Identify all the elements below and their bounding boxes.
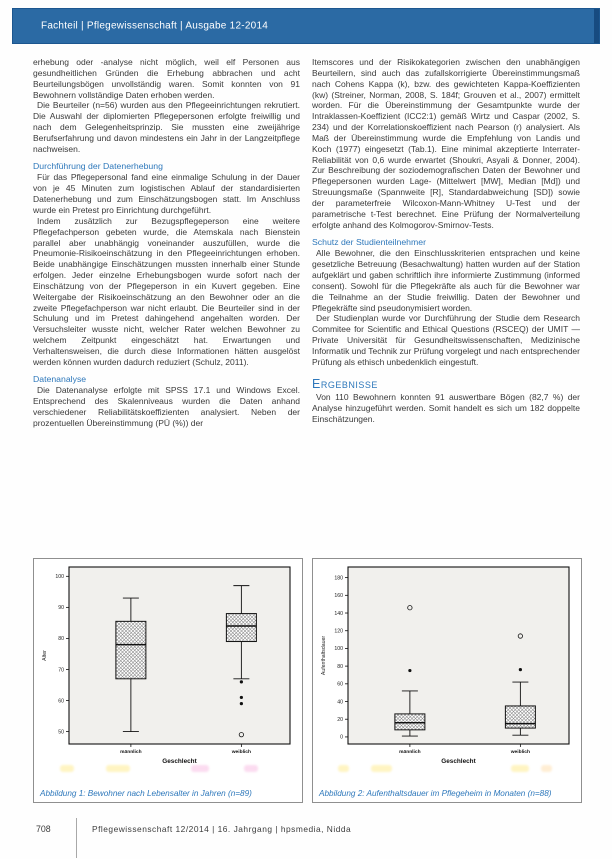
y-tick-label: 20 <box>337 717 343 724</box>
highlight-mark <box>60 765 74 772</box>
boxplot-canvas <box>314 561 578 777</box>
y-tick-label: 180 <box>334 575 343 582</box>
boxplot-chart-duration <box>314 561 578 777</box>
outlier-point <box>408 669 411 672</box>
y-tick-label: 60 <box>337 681 343 688</box>
highlight-mark <box>511 765 529 772</box>
outlier-point <box>240 702 243 705</box>
y-tick-label: 70 <box>58 667 64 674</box>
highlight-mark <box>371 765 392 772</box>
header-bar-edge <box>594 9 599 43</box>
highlight-mark <box>106 765 130 772</box>
y-tick-label: 160 <box>334 593 343 600</box>
y-tick-label: 40 <box>337 699 343 706</box>
subsection-heading: Schutz der Studienteilnehmer <box>312 236 426 247</box>
boxplot-canvas <box>35 561 299 777</box>
y-tick-label: 80 <box>337 663 343 670</box>
section-heading: Ergebnisse <box>312 376 378 391</box>
outlier-point <box>519 668 522 671</box>
y-tick-label: 140 <box>334 610 343 617</box>
highlight-mark <box>244 765 258 772</box>
page-number: 708 <box>36 824 51 834</box>
highlight-mark <box>338 765 349 772</box>
x-axis-title: Geschlecht <box>162 758 197 765</box>
iqr-box <box>395 714 425 730</box>
boxplot-chart-age <box>35 561 299 777</box>
y-tick-label: 50 <box>58 729 64 736</box>
paragraph: Die Datenanalyse erfolgte mit SPSS 17.1 und Windows Excel. Entsprechend des Skalenniveaus wurden die Daten anhand verschiedener Reliabilitätskoeffizienten analysiert. Neben der prozentuellen Übereinstimmung (PÜ (%)) der <box>33 385 300 428</box>
right-column <box>312 57 580 425</box>
subsection-heading: Durchführung der Datenerhebung <box>33 160 163 171</box>
figure-2-caption: Abbildung 2: Aufenthaltsdauer im Pflegeheim in Monaten (n=88) <box>319 789 552 798</box>
paragraph: Alle Bewohner, die den Einschlusskriterien entsprachen und keine gesetzliche Betreuung (Besachwaltung) hatten wurden auf der Station aufgeklärt und gaben schriftlich ihre informierte Zustimmung (informed consent). Sowohl für die Pflegekräfte als auch für die Bewohner war die Teilnahme an der Studie freiwillig. Daten der Bewohner und Pflegekräfte sind pseudonymisiert worden. <box>312 248 580 313</box>
x-axis-title: Geschlecht <box>441 758 476 765</box>
y-tick-label: 100 <box>334 646 343 653</box>
plot-area <box>69 567 290 744</box>
x-category-label: männlich <box>120 750 142 755</box>
y-tick-label: 90 <box>58 605 64 612</box>
y-tick-label: 80 <box>58 636 64 643</box>
left-column <box>33 57 300 429</box>
x-category-label: männlich <box>399 750 421 755</box>
highlight-mark <box>191 765 209 772</box>
x-category-label: weiblich <box>510 750 531 755</box>
paragraph: Für das Pflegepersonal fand eine einmalige Schulung in der Dauer von je 45 Minuten zum logistischen Ablauf der standardisierten Datenerhebung und zum Einschätzungsbogen statt. Im Anschluss wurde ein Pretest pro Einrichtung durchgeführt. <box>33 172 300 215</box>
y-tick-label: 100 <box>55 574 64 581</box>
highlight-mark <box>541 765 552 772</box>
x-category-label: weiblich <box>231 750 252 755</box>
paragraph: Der Studienplan wurde vor Durchführung der Studie dem Research Commitee for Scientific and Ethical Questions (RSCEQ) der UMIT — Private Universität für Gesundheitswissenschaften, Medizinische Informatik und Technik zur Prüfung vorgelegt und nach entsprechender Prüfung als ethisch unbedenklich eingestuft. <box>312 313 580 367</box>
header-text: Fachteil | Pflegewissenschaft | Ausgabe 12-2014 <box>41 20 269 32</box>
y-axis-title: Alter <box>42 650 48 661</box>
y-axis-title: Aufenthaltsdauer <box>321 635 327 676</box>
iqr-box <box>116 621 146 678</box>
subsection-heading: Datenanalyse <box>33 373 87 384</box>
iqr-box <box>226 614 256 642</box>
paragraph: Von 110 Bewohnern konnten 91 auswertbare Bögen (82,7 %) der Analyse hinzugeführt werden. Somit handelt es sich um 182 doppelte Einschätzungen. <box>312 392 580 425</box>
paragraph: erhebung oder -analyse nicht möglich, weil elf Personen aus gesundheitlichen Gründen die Erhebung abbrachen und acht Beurteilungsbögen unvollständig waren. Somit konnten von 91 Bewohnern vollständige Daten erhoben werden. <box>33 57 300 100</box>
outlier-point <box>240 680 243 683</box>
paragraph: Indem zusätzlich zur Bezugspflegeperson eine weitere Pflegefachperson gebeten wurde, die Atemskala nach Bienstein parallel aber unabhängig voneinander auszufüllen, wurde die Pneumonie-Risikoeinschätzung in den Pflegeeinrichtungen erhoben. Beide unabhängige Einschätzungen mussten innerhalb einer Stunde erfolgen. Jeder einzelne Erhebungsbogen wurde sofort nach der Einschätzung von der Pflegeperson in ein Kuvert gegeben. Eine Weitergabe der Risikoeinschätzung an den Bewohner oder an die zweite Pflegefachperson war nicht erlaubt. Die Beurteiler sind in der Schulung und im Pretest dahingehend angehalten worden. Der Versuchsleiter wusste nicht, welcher Rater welchen Bewohner zu welchem Zeitpunkt eingeschätzt hat. Erwartungen und Verhaltensweisen, die durch diese Informationen hätten ausgelöst werden können wurden dadurch reduziert (Schulz, 2011). <box>33 215 300 367</box>
paragraph: Itemscores und der Risikokategorien zwischen den unabhängigen Beurteilern, sind auch das zufallskorrigierte Übereinstimmungsmaß nach Cohens Kappa (k), bzw. des gewichteten Kappa-Koeffizienten (kw) (Streiner, Norman, 2008, S. 184f; Grouven et al., 2007) ermittelt worden. Für die Übereinstimmung der Gesamtpunkte wurde der Intraklassen-Koeffizient (ICC2:1) gemäß Wirtz und Caspar (2002, S. 234) und der Korrelationskoeffizient nach Pearson (r) analysiert. Als Maß der Übereinstimmung wurde die Empfehlung von Landis und Koch (1977) eingesetzt (Tab.1). Eine minimal akzeptierte Interrater-Reliabilität von 0,6 wurde erwartet (Shoukri, Asyali & Donner, 2004). Zur Beschreibung der soziodemografischen Daten der Bewohner und Pflegepersonen wurden Lage- (Mittelwert [MW], Median [Md]) und Streuungsmaße (Spannweite [R], Standardabweichung [SD]) sowie der parameterfreie Wilcoxon-Mann-Whitney U-Test und der parametrische t-Test berechnet. Eine Prüfung der Normalverteilung erfolgte anhand des Kolmogorov-Smirnov-Tests. <box>312 57 580 230</box>
y-tick-label: 60 <box>58 698 64 705</box>
paragraph: Die Beurteiler (n=56) wurden aus den Pflegeeinrichtungen rekrutiert. Die Auswahl der diplomierten Pflegepersonen erfolgte freiwillig und nach dem Gelegenheitsprinzip. Sie mussten eine zweijährige Berufserfahrung und davon mindestens ein Jahr in der Langzeitpflege nachweisen. <box>33 100 300 154</box>
footer-divider <box>76 818 77 858</box>
figure-1-caption: Abbildung 1: Bewohner nach Lebensalter in Jahren (n=89) <box>40 789 252 798</box>
y-tick-label: 0 <box>340 734 343 741</box>
iqr-box <box>505 706 535 728</box>
footer-text: Pflegewissenschaft 12/2014 | 16. Jahrgang | hpsmedia, Nidda <box>92 824 352 834</box>
outlier-point <box>240 696 243 699</box>
header-bar <box>12 8 600 44</box>
y-tick-label: 120 <box>334 628 343 635</box>
